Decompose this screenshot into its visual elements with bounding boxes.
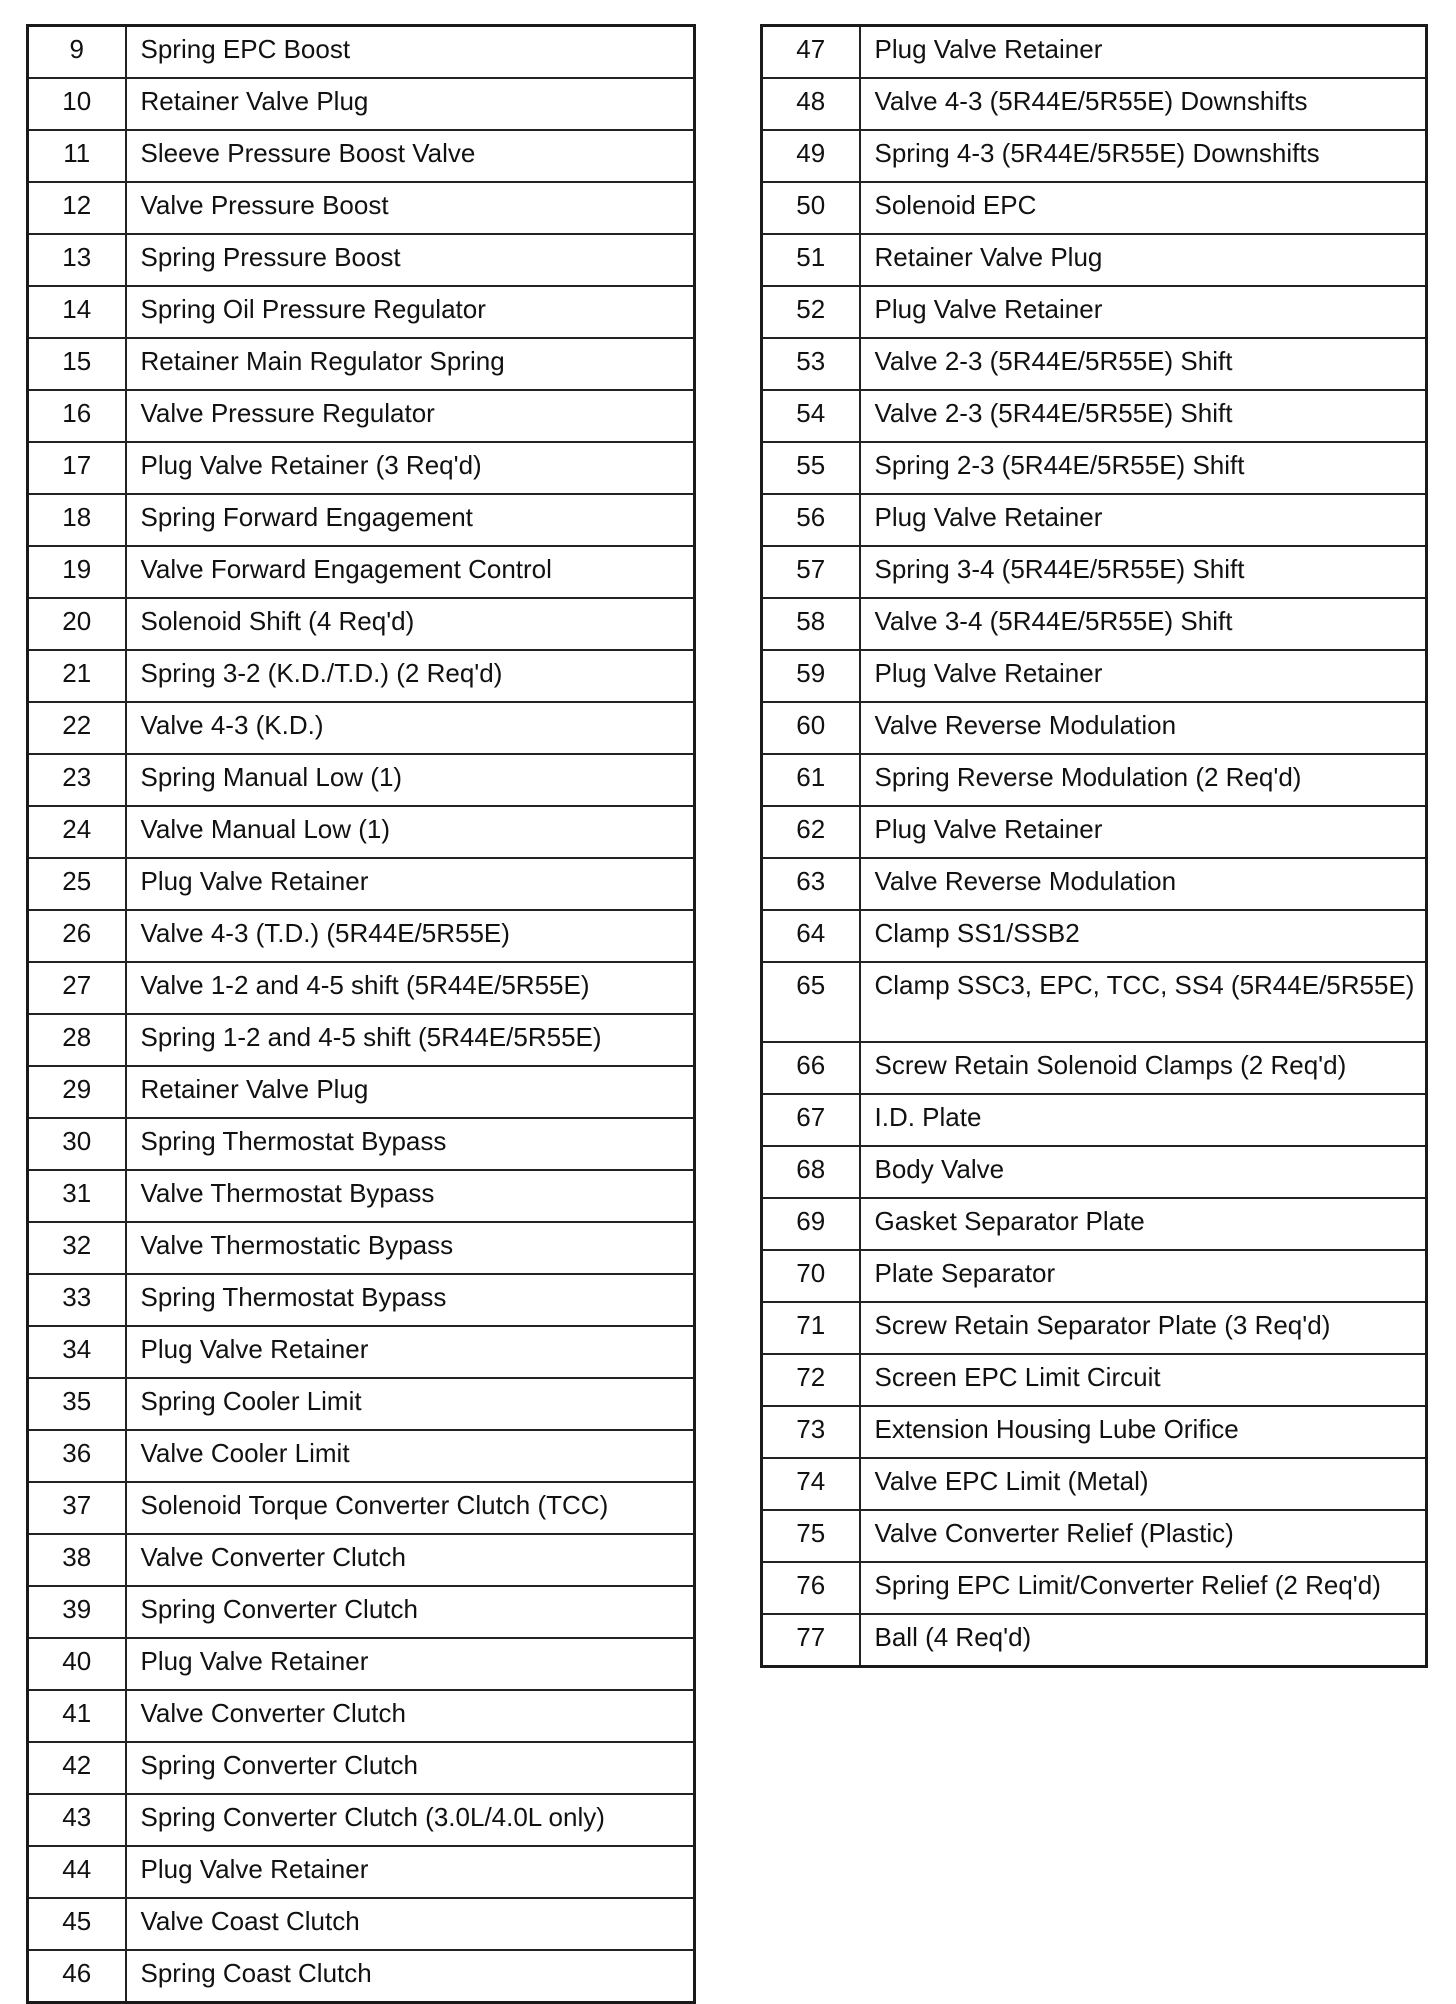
table-row bbox=[28, 286, 695, 338]
table-row bbox=[28, 1482, 695, 1534]
table-row bbox=[28, 1222, 695, 1274]
table-row bbox=[28, 442, 695, 494]
table-row bbox=[762, 1614, 1427, 1667]
table-row bbox=[28, 1638, 695, 1690]
table-row bbox=[28, 858, 695, 910]
item-description: Valve Pressure Regulator bbox=[126, 390, 695, 442]
item-number: 51 bbox=[762, 234, 860, 286]
item-description: Spring Manual Low (1) bbox=[126, 754, 695, 806]
item-description: Plug Valve Retainer bbox=[126, 1638, 695, 1690]
item-description: Clamp SSC3, EPC, TCC, SS4 (5R44E/5R55E) bbox=[860, 962, 1427, 1042]
table-row bbox=[28, 910, 695, 962]
item-description: Spring EPC Boost bbox=[126, 26, 695, 79]
item-description: Valve Manual Low (1) bbox=[126, 806, 695, 858]
item-description: Valve Reverse Modulation bbox=[860, 858, 1427, 910]
item-description: Spring Coast Clutch bbox=[126, 1950, 695, 2003]
item-number: 17 bbox=[28, 442, 126, 494]
table-row bbox=[28, 702, 695, 754]
item-number: 70 bbox=[762, 1250, 860, 1302]
item-number: 38 bbox=[28, 1534, 126, 1586]
table-row bbox=[28, 1950, 695, 2003]
table-row bbox=[762, 1146, 1427, 1198]
table-row bbox=[762, 1094, 1427, 1146]
item-number: 12 bbox=[28, 182, 126, 234]
item-description: Valve Converter Relief (Plastic) bbox=[860, 1510, 1427, 1562]
table-row bbox=[762, 1042, 1427, 1094]
item-description: Valve Converter Clutch bbox=[126, 1690, 695, 1742]
item-description: Spring EPC Limit/Converter Relief (2 Req'd) bbox=[860, 1562, 1427, 1614]
table-row bbox=[762, 182, 1427, 234]
item-description: Screw Retain Separator Plate (3 Req'd) bbox=[860, 1302, 1427, 1354]
item-number: 10 bbox=[28, 78, 126, 130]
item-description: Spring Thermostat Bypass bbox=[126, 1118, 695, 1170]
item-description: Valve Thermostat Bypass bbox=[126, 1170, 695, 1222]
item-number: 71 bbox=[762, 1302, 860, 1354]
item-number: 60 bbox=[762, 702, 860, 754]
item-number: 15 bbox=[28, 338, 126, 390]
item-description: Valve 3-4 (5R44E/5R55E) Shift bbox=[860, 598, 1427, 650]
item-description: Spring 2-3 (5R44E/5R55E) Shift bbox=[860, 442, 1427, 494]
item-number: 39 bbox=[28, 1586, 126, 1638]
item-number: 32 bbox=[28, 1222, 126, 1274]
table-row bbox=[28, 1014, 695, 1066]
item-description: Extension Housing Lube Orifice bbox=[860, 1406, 1427, 1458]
item-description: Solenoid Torque Converter Clutch (TCC) bbox=[126, 1482, 695, 1534]
item-number: 41 bbox=[28, 1690, 126, 1742]
item-description: Plug Valve Retainer bbox=[860, 26, 1427, 79]
table-row bbox=[762, 26, 1427, 79]
table-row bbox=[28, 598, 695, 650]
item-description: Spring Converter Clutch (3.0L/4.0L only) bbox=[126, 1794, 695, 1846]
table-row bbox=[28, 1586, 695, 1638]
item-description: Valve Pressure Boost bbox=[126, 182, 695, 234]
item-description: Screen EPC Limit Circuit bbox=[860, 1354, 1427, 1406]
table-row bbox=[762, 1562, 1427, 1614]
item-number: 14 bbox=[28, 286, 126, 338]
table-row bbox=[28, 26, 695, 79]
item-description: Plug Valve Retainer bbox=[860, 806, 1427, 858]
table-row bbox=[28, 390, 695, 442]
item-number: 19 bbox=[28, 546, 126, 598]
table-row bbox=[762, 442, 1427, 494]
item-description: Valve 2-3 (5R44E/5R55E) Shift bbox=[860, 390, 1427, 442]
item-number: 44 bbox=[28, 1846, 126, 1898]
item-description: Valve Cooler Limit bbox=[126, 1430, 695, 1482]
table-row bbox=[28, 1170, 695, 1222]
item-number: 37 bbox=[28, 1482, 126, 1534]
item-number: 16 bbox=[28, 390, 126, 442]
item-description: Plug Valve Retainer (3 Req'd) bbox=[126, 442, 695, 494]
item-number: 18 bbox=[28, 494, 126, 546]
table-row bbox=[28, 1794, 695, 1846]
item-description: Plug Valve Retainer bbox=[860, 286, 1427, 338]
item-number: 47 bbox=[762, 26, 860, 79]
item-number: 50 bbox=[762, 182, 860, 234]
item-number: 28 bbox=[28, 1014, 126, 1066]
table-row bbox=[762, 858, 1427, 910]
item-number: 68 bbox=[762, 1146, 860, 1198]
item-description: Plug Valve Retainer bbox=[126, 1326, 695, 1378]
table-row bbox=[762, 962, 1427, 1042]
item-description: Retainer Valve Plug bbox=[860, 234, 1427, 286]
table-row bbox=[762, 1458, 1427, 1510]
item-description: Spring 3-4 (5R44E/5R55E) Shift bbox=[860, 546, 1427, 598]
item-number: 57 bbox=[762, 546, 860, 598]
table-row bbox=[28, 182, 695, 234]
item-description: Spring Converter Clutch bbox=[126, 1586, 695, 1638]
table-row bbox=[762, 650, 1427, 702]
item-number: 72 bbox=[762, 1354, 860, 1406]
table-row bbox=[28, 1066, 695, 1118]
table-row bbox=[762, 78, 1427, 130]
item-description: Valve 4-3 (5R44E/5R55E) Downshifts bbox=[860, 78, 1427, 130]
item-number: 54 bbox=[762, 390, 860, 442]
item-description: Screw Retain Solenoid Clamps (2 Req'd) bbox=[860, 1042, 1427, 1094]
table-row bbox=[28, 1274, 695, 1326]
table-row bbox=[762, 910, 1427, 962]
item-description: Valve EPC Limit (Metal) bbox=[860, 1458, 1427, 1510]
item-number: 23 bbox=[28, 754, 126, 806]
item-description: Body Valve bbox=[860, 1146, 1427, 1198]
item-description: Spring 1-2 and 4-5 shift (5R44E/5R55E) bbox=[126, 1014, 695, 1066]
item-description: Valve Thermostatic Bypass bbox=[126, 1222, 695, 1274]
item-number: 53 bbox=[762, 338, 860, 390]
item-description: Plug Valve Retainer bbox=[860, 650, 1427, 702]
table-row bbox=[762, 1354, 1427, 1406]
item-description: Valve 2-3 (5R44E/5R55E) Shift bbox=[860, 338, 1427, 390]
table-row bbox=[28, 1898, 695, 1950]
table-row bbox=[28, 1690, 695, 1742]
table-row bbox=[762, 1250, 1427, 1302]
item-number: 77 bbox=[762, 1614, 860, 1667]
table-row bbox=[28, 78, 695, 130]
item-number: 27 bbox=[28, 962, 126, 1014]
item-description: Retainer Main Regulator Spring bbox=[126, 338, 695, 390]
item-description: Plate Separator bbox=[860, 1250, 1427, 1302]
item-number: 59 bbox=[762, 650, 860, 702]
table-row bbox=[28, 494, 695, 546]
table-row bbox=[762, 494, 1427, 546]
item-number: 65 bbox=[762, 962, 860, 1042]
item-number: 35 bbox=[28, 1378, 126, 1430]
item-description: Retainer Valve Plug bbox=[126, 78, 695, 130]
table-row bbox=[762, 130, 1427, 182]
table-row bbox=[762, 1302, 1427, 1354]
table-row bbox=[28, 806, 695, 858]
item-description: Plug Valve Retainer bbox=[126, 858, 695, 910]
table-row bbox=[762, 1406, 1427, 1458]
item-description: Valve Forward Engagement Control bbox=[126, 546, 695, 598]
table-row bbox=[762, 286, 1427, 338]
item-number: 22 bbox=[28, 702, 126, 754]
item-description: Solenoid Shift (4 Req'd) bbox=[126, 598, 695, 650]
table-row bbox=[762, 806, 1427, 858]
table-row bbox=[762, 234, 1427, 286]
item-description: Plug Valve Retainer bbox=[860, 494, 1427, 546]
item-description: Spring Pressure Boost bbox=[126, 234, 695, 286]
item-number: 29 bbox=[28, 1066, 126, 1118]
item-number: 11 bbox=[28, 130, 126, 182]
item-number: 74 bbox=[762, 1458, 860, 1510]
item-description: Solenoid EPC bbox=[860, 182, 1427, 234]
item-number: 55 bbox=[762, 442, 860, 494]
item-description: Spring Forward Engagement bbox=[126, 494, 695, 546]
item-description: Spring 3-2 (K.D./T.D.) (2 Req'd) bbox=[126, 650, 695, 702]
item-number: 64 bbox=[762, 910, 860, 962]
item-description: Retainer Valve Plug bbox=[126, 1066, 695, 1118]
item-description: Valve 4-3 (T.D.) (5R44E/5R55E) bbox=[126, 910, 695, 962]
item-number: 48 bbox=[762, 78, 860, 130]
item-number: 62 bbox=[762, 806, 860, 858]
item-number: 46 bbox=[28, 1950, 126, 2003]
item-number: 30 bbox=[28, 1118, 126, 1170]
table-row bbox=[762, 754, 1427, 806]
item-number: 43 bbox=[28, 1794, 126, 1846]
table-row bbox=[28, 650, 695, 702]
item-number: 40 bbox=[28, 1638, 126, 1690]
item-number: 67 bbox=[762, 1094, 860, 1146]
table-row bbox=[28, 754, 695, 806]
table-row bbox=[28, 962, 695, 1014]
parts-table-right bbox=[760, 24, 1428, 1668]
item-number: 31 bbox=[28, 1170, 126, 1222]
item-description: Spring Converter Clutch bbox=[126, 1742, 695, 1794]
item-description: Clamp SS1/SSB2 bbox=[860, 910, 1427, 962]
item-number: 61 bbox=[762, 754, 860, 806]
item-number: 69 bbox=[762, 1198, 860, 1250]
table-row bbox=[28, 1742, 695, 1794]
item-number: 76 bbox=[762, 1562, 860, 1614]
table-row bbox=[28, 1118, 695, 1170]
table-row bbox=[28, 338, 695, 390]
item-description: I.D. Plate bbox=[860, 1094, 1427, 1146]
item-number: 66 bbox=[762, 1042, 860, 1094]
item-number: 45 bbox=[28, 1898, 126, 1950]
item-description: Valve Reverse Modulation bbox=[860, 702, 1427, 754]
item-description: Gasket Separator Plate bbox=[860, 1198, 1427, 1250]
item-number: 25 bbox=[28, 858, 126, 910]
item-number: 13 bbox=[28, 234, 126, 286]
item-description: Sleeve Pressure Boost Valve bbox=[126, 130, 695, 182]
item-number: 36 bbox=[28, 1430, 126, 1482]
item-description: Spring Cooler Limit bbox=[126, 1378, 695, 1430]
item-number: 26 bbox=[28, 910, 126, 962]
table-row bbox=[28, 1326, 695, 1378]
table-row bbox=[28, 1846, 695, 1898]
item-description: Spring Reverse Modulation (2 Req'd) bbox=[860, 754, 1427, 806]
table-row bbox=[762, 390, 1427, 442]
item-number: 42 bbox=[28, 1742, 126, 1794]
item-number: 75 bbox=[762, 1510, 860, 1562]
table-row bbox=[28, 546, 695, 598]
item-number: 24 bbox=[28, 806, 126, 858]
item-number: 9 bbox=[28, 26, 126, 79]
table-row bbox=[28, 1534, 695, 1586]
table-row bbox=[762, 546, 1427, 598]
item-description: Spring Oil Pressure Regulator bbox=[126, 286, 695, 338]
item-number: 33 bbox=[28, 1274, 126, 1326]
item-number: 73 bbox=[762, 1406, 860, 1458]
table-row bbox=[28, 130, 695, 182]
table-row bbox=[28, 1378, 695, 1430]
item-number: 49 bbox=[762, 130, 860, 182]
table-row bbox=[28, 234, 695, 286]
item-number: 20 bbox=[28, 598, 126, 650]
table-row bbox=[762, 338, 1427, 390]
table-row bbox=[28, 1430, 695, 1482]
table-row bbox=[762, 598, 1427, 650]
table-row bbox=[762, 1510, 1427, 1562]
item-number: 21 bbox=[28, 650, 126, 702]
item-description: Valve Coast Clutch bbox=[126, 1898, 695, 1950]
table-row bbox=[762, 702, 1427, 754]
item-description: Spring Thermostat Bypass bbox=[126, 1274, 695, 1326]
item-description: Valve 1-2 and 4-5 shift (5R44E/5R55E) bbox=[126, 962, 695, 1014]
item-description: Valve 4-3 (K.D.) bbox=[126, 702, 695, 754]
item-number: 63 bbox=[762, 858, 860, 910]
parts-table-left bbox=[26, 24, 696, 2004]
item-number: 34 bbox=[28, 1326, 126, 1378]
item-description: Plug Valve Retainer bbox=[126, 1846, 695, 1898]
table-row bbox=[762, 1198, 1427, 1250]
item-description: Spring 4-3 (5R44E/5R55E) Downshifts bbox=[860, 130, 1427, 182]
item-description: Ball (4 Req'd) bbox=[860, 1614, 1427, 1667]
item-description: Valve Converter Clutch bbox=[126, 1534, 695, 1586]
item-number: 52 bbox=[762, 286, 860, 338]
item-number: 56 bbox=[762, 494, 860, 546]
item-number: 58 bbox=[762, 598, 860, 650]
